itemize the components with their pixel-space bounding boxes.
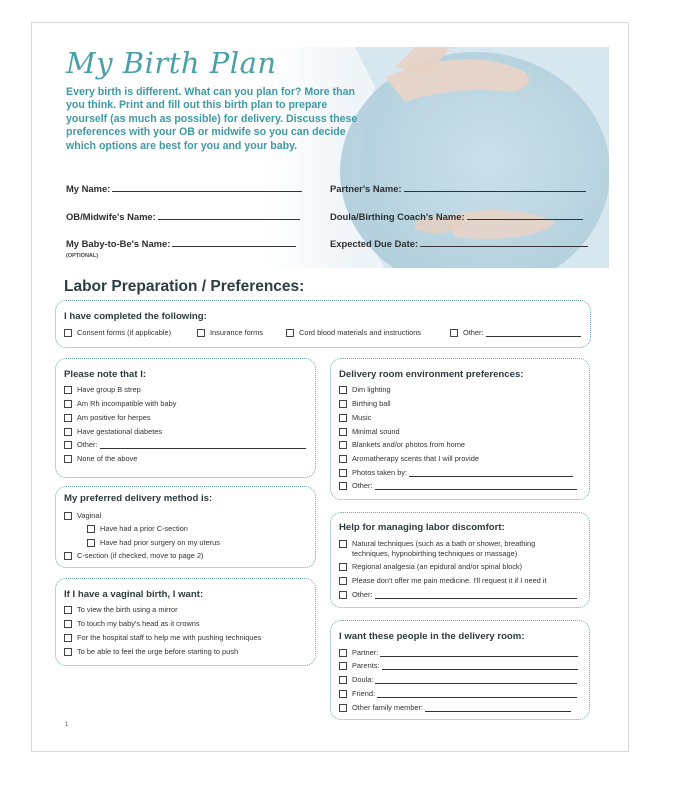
checkbox[interactable] [339, 690, 347, 698]
checkbox[interactable] [339, 649, 347, 657]
option-label: Partner: [352, 648, 379, 657]
ob-midwife-field[interactable] [66, 211, 300, 222]
option-label: Consent forms (if applicable) [77, 328, 172, 337]
intro-text: Every birth is different. What can you plan for? More than you think. Print and fill out this birth plan to prepare yourself (as much as possible) for delivery. Discuss these preferences with your OB or midwife so you can decide which options are best for you and your baby. [66, 86, 358, 152]
vaginal-birth-title: If I have a vaginal birth, I want: [64, 589, 204, 600]
checkbox[interactable] [339, 469, 347, 477]
option-label: Vaginal [77, 511, 102, 520]
section-title: Labor Preparation / Preferences: [64, 278, 305, 295]
option-label: Have group B strep [77, 385, 141, 394]
env-blankets-photos[interactable] [339, 440, 465, 449]
env-other[interactable] [339, 481, 577, 490]
pregnant-belly-illustration [55, 47, 609, 268]
due-date-label: Expected Due Date: [330, 238, 419, 249]
checkbox[interactable] [64, 414, 72, 422]
option-label: To be able to feel the urge before starting to push [77, 647, 239, 656]
option-label: Parents: [352, 661, 380, 670]
option-label: C-section (if checked, move to page 2) [77, 551, 204, 560]
discomfort-regional[interactable] [339, 562, 522, 571]
option-label: Insurance forms [210, 328, 263, 337]
note-diabetes[interactable] [64, 427, 162, 436]
note-herpes[interactable] [64, 413, 151, 422]
vaginal-pushing-help[interactable] [64, 633, 261, 642]
delivery-method-title: My preferred delivery method is: [64, 493, 213, 504]
option-label: Minimal sound [352, 427, 400, 436]
environment-title: Delivery room environment preferences: [339, 369, 524, 380]
note-group-b-strep[interactable] [64, 385, 141, 394]
people-title: I want these people in the delivery room: [339, 631, 525, 642]
option-label: For the hospital staff to help me with pushing techniques [77, 633, 262, 642]
option-label: To view the birth using a mirror [77, 605, 178, 614]
checkbox[interactable] [64, 441, 72, 449]
baby-name-field[interactable] [66, 238, 296, 249]
completed-consent[interactable] [64, 328, 171, 337]
option-label: Have gestational diabetes [77, 427, 163, 436]
option-label: Please don't offer me pain medicine. I'll request it if I need it [352, 576, 547, 585]
optional-note: (OPTIONAL) [66, 253, 99, 259]
option-label: Other family member: [352, 703, 424, 712]
option-label: To touch my baby's head as it crowns [77, 619, 200, 628]
checkbox[interactable] [339, 540, 347, 548]
checkbox[interactable] [339, 455, 347, 463]
checkbox[interactable] [64, 400, 72, 408]
completed-cord-blood[interactable] [286, 328, 421, 337]
people-parents[interactable] [339, 661, 578, 670]
env-birthing-ball[interactable] [339, 399, 391, 408]
completed-title: I have completed the following: [64, 311, 207, 322]
method-prior-surgery[interactable] [87, 538, 220, 547]
option-label: Am positive for herpes [77, 413, 151, 422]
checkbox[interactable] [64, 455, 72, 463]
checkbox[interactable] [339, 704, 347, 712]
checkbox[interactable] [339, 577, 347, 585]
hero-photo [55, 47, 609, 268]
option-label: Aromatherapy scents that I will provide [352, 454, 479, 463]
checkbox[interactable] [339, 428, 347, 436]
option-label: Music [352, 413, 372, 422]
vaginal-mirror[interactable] [64, 605, 178, 614]
option-label: Natural techniques (such as a bath or shower, breathing techniques, hypnobirthing techniques or massage) [352, 539, 536, 558]
people-other-family[interactable] [339, 703, 571, 712]
people-partner[interactable] [339, 648, 578, 657]
option-label: Dim lighting [352, 385, 391, 394]
option-label: Cord blood materials and instructions [299, 328, 422, 337]
checkbox[interactable] [64, 428, 72, 436]
page-title: My Birth Plan [66, 46, 277, 80]
env-photos-taken-by[interactable] [339, 468, 573, 477]
checkbox[interactable] [64, 648, 72, 656]
note-rh[interactable] [64, 399, 176, 408]
partner-name-label: Partner's Name: [330, 183, 402, 194]
option-label: Other: [77, 440, 98, 449]
note-none[interactable] [64, 454, 137, 463]
env-aromatherapy[interactable] [339, 454, 479, 463]
my-name-field[interactable] [66, 183, 302, 194]
checkbox[interactable] [339, 441, 347, 449]
option-label: Friend: [352, 689, 376, 698]
partner-name-field[interactable] [330, 183, 586, 194]
page-number: 1 [65, 722, 69, 728]
checkbox[interactable] [64, 552, 72, 560]
checkbox[interactable] [339, 482, 347, 490]
completed-other[interactable] [450, 328, 581, 337]
checkbox[interactable] [64, 329, 72, 337]
checkbox[interactable] [450, 329, 458, 337]
method-vaginal[interactable] [64, 511, 101, 520]
doula-name-label: Doula/Birthing Coach's Name: [330, 211, 465, 222]
checkbox[interactable] [339, 563, 347, 571]
option-label: Other: [352, 590, 373, 599]
checkbox[interactable] [87, 539, 95, 547]
checkbox[interactable] [64, 606, 72, 614]
env-dim-lighting[interactable] [339, 385, 391, 394]
checkbox[interactable] [339, 591, 347, 599]
people-friend[interactable] [339, 689, 577, 698]
option-label: Have had prior surgery on my uterus [100, 538, 220, 547]
env-music[interactable] [339, 413, 371, 422]
checkbox[interactable] [339, 386, 347, 394]
checkbox[interactable] [339, 662, 347, 670]
discomfort-title: Help for managing labor discomfort: [339, 522, 505, 533]
checkbox[interactable] [286, 329, 294, 337]
completed-insurance[interactable] [197, 328, 263, 337]
checkbox[interactable] [339, 400, 347, 408]
vaginal-feel-urge[interactable] [64, 647, 238, 656]
completed-box [55, 300, 591, 348]
option-label: Other: [463, 328, 484, 337]
checkbox[interactable] [339, 676, 347, 684]
option-label: None of the above [77, 454, 138, 463]
checkbox[interactable] [64, 512, 72, 520]
option-label: Photos taken by: [352, 468, 408, 477]
option-label: Am Rh incompatible with baby [77, 399, 177, 408]
checkbox[interactable] [339, 414, 347, 422]
discomfort-natural[interactable] [339, 539, 557, 558]
checkbox[interactable] [197, 329, 205, 337]
method-prior-c-section[interactable] [87, 524, 188, 533]
option-label: Regional analgesia (an epidural and/or spinal block) [352, 562, 523, 571]
discomfort-no-medicine[interactable] [339, 576, 547, 585]
option-label: Blankets and/or photos from home [352, 440, 465, 449]
ob-midwife-label: OB/Midwife's Name: [66, 211, 156, 222]
people-doula[interactable] [339, 675, 577, 684]
discomfort-other[interactable] [339, 590, 577, 599]
option-label: Other: [352, 481, 373, 490]
method-c-section[interactable] [64, 551, 204, 560]
due-date-field[interactable] [330, 238, 588, 249]
env-minimal-sound[interactable] [339, 427, 400, 436]
note-title: Please note that I: [64, 369, 147, 380]
checkbox[interactable] [64, 386, 72, 394]
checkbox[interactable] [64, 620, 72, 628]
baby-name-label: My Baby-to-Be's Name: [66, 238, 171, 249]
doula-name-field[interactable] [330, 211, 583, 222]
checkbox[interactable] [87, 525, 95, 533]
note-other[interactable] [64, 440, 306, 449]
my-name-label: My Name: [66, 183, 111, 194]
checkbox[interactable] [64, 634, 72, 642]
option-label: Birthing ball [352, 399, 391, 408]
option-label: Have had a prior C-section [100, 524, 188, 533]
option-label: Doula: [352, 675, 374, 684]
vaginal-touch-head[interactable] [64, 619, 200, 628]
